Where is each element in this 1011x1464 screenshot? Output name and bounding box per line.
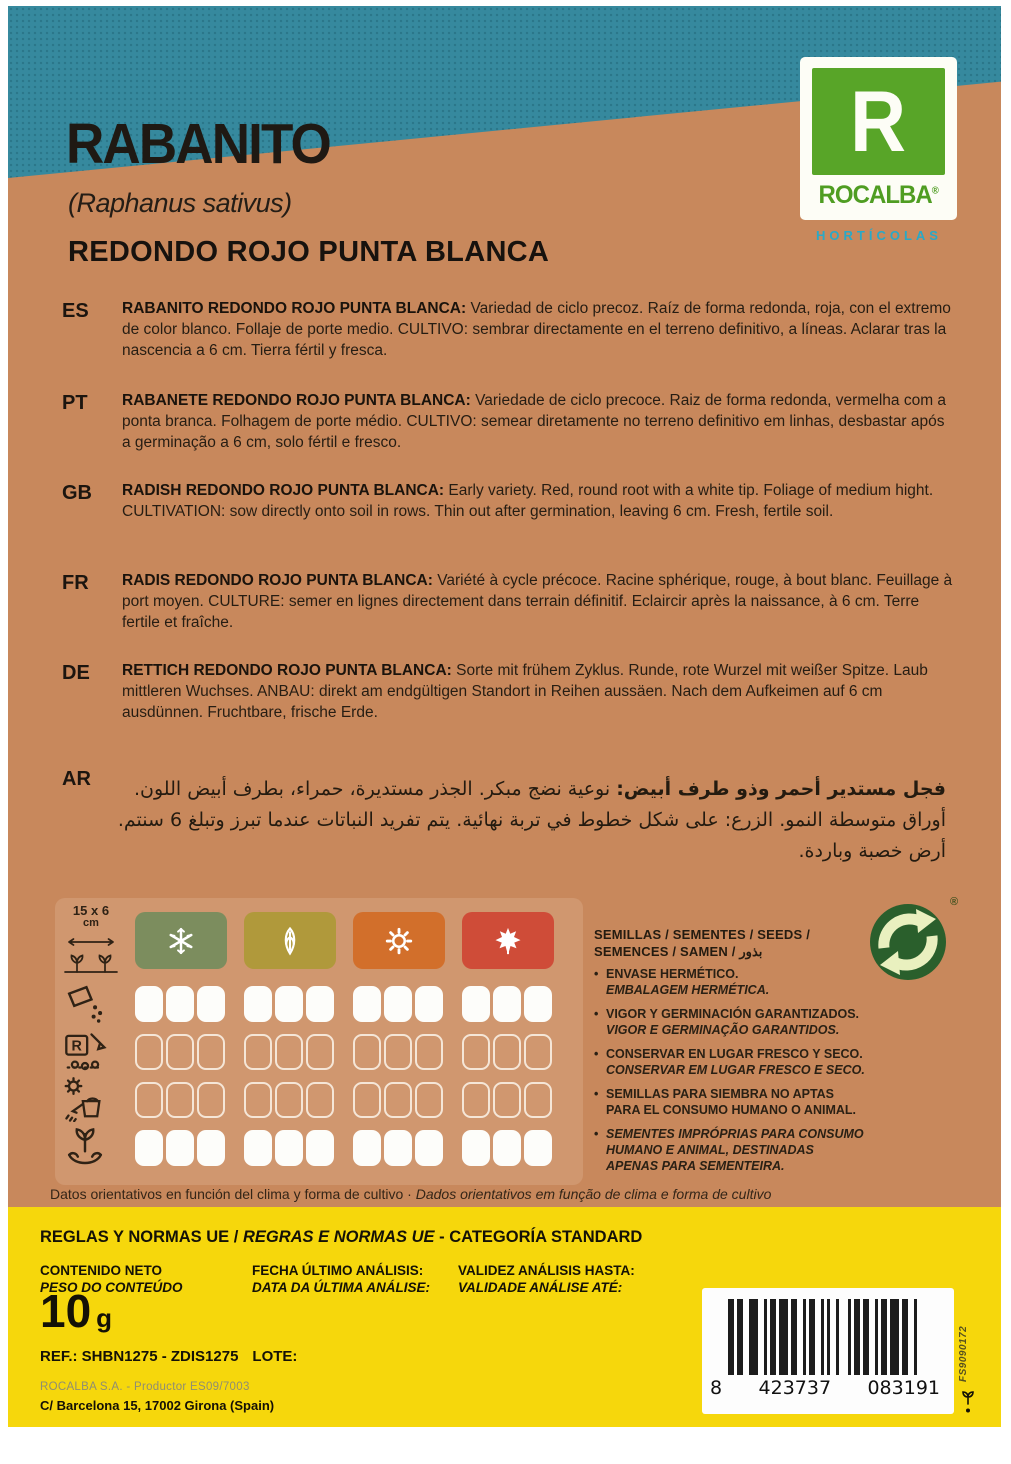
month-cell [306,1034,334,1070]
producer-address: C/ Barcelona 15, 17002 Girona (Spain) [40,1398,275,1413]
seed-info-bullet: • SEMENTES IMPRÓPRIAS PARA CONSUMO HUMANO E ANIMAL, DESTINADAS APENAS PARA SEMENTEIRA. [594,1127,864,1173]
calendar-row-harvest [135,1130,575,1166]
page-title: RABANITO [66,112,330,176]
month-cell [244,1034,272,1070]
month-cell [384,986,412,1022]
month-cell [275,1130,303,1166]
reference-line [40,1348,297,1365]
lang-label-pt: PT [62,392,88,414]
month-cell [524,1082,552,1118]
green-point-registered-mark: ® [950,896,959,908]
net-weight [40,1285,113,1337]
calendar-row-sowing [135,986,575,1022]
maple-leaf-icon [493,926,523,956]
brand-logo [800,57,957,220]
month-cell [166,1130,194,1166]
description-es-body: Variedad de ciclo precoz. Raíz de forma redonda, roja, con el extremo de color blanco. Follaje de porte medio. CULTIVO: sembrar directamente en el terreno definitivo, a líneas. Aclarar tras la nascencia a 6 cm. Tierra fértil y fresca. [122,300,951,359]
description-de-body: Sorte mit frühem Zyklus. Runde, rote Wurzel mit weißer Spitze. Laub mittleren Wuchses. ANBAU: direkt am endgültigen Standort in Reihen aussäen. Nach dem Aufkeimen auf 6 cm ausdünnen. Fruchtbare, frische Erde. [122,662,928,721]
brand-name-text: ROCALBA [818,181,932,209]
month-cell [197,1034,225,1070]
month-cell [166,986,194,1022]
validity-label-es: VALIDEZ ANÁLISIS HASTA: [458,1263,635,1278]
rules-pt: REGRAS E NORMAS UE [242,1228,435,1246]
month-cell [353,1130,381,1166]
month-cell [493,1130,521,1166]
sowing-icon [62,980,108,1026]
net-weight-value: 10 [40,1285,92,1337]
month-cell [275,1034,303,1070]
month-cell [524,1130,552,1166]
snowflake-icon [166,926,196,956]
season-spring-badge [244,912,336,969]
month-cell [244,986,272,1022]
description-es [122,298,956,361]
description-gb-lead: RADISH REDONDO ROJO PUNTA BLANCA: [122,482,445,499]
description-pt-body: Variedade de ciclo precoce. Raiz de forma redonda, vermelha com a ponta branca. Folhagem de porte médio. CULTIVO: semear diretamente no terreno definitivo em linhas, desbastar após a germinação a 6 cm, solo fértil e fresco. [122,392,947,451]
month-cell [135,1082,163,1118]
description-ar-lead: فجل مستدير أحمر وذو طرف أبيض: [616,778,946,800]
lang-label-ar: AR [62,768,91,790]
description-pt [122,390,956,453]
month-cell [197,986,225,1022]
analysis-date-label [252,1262,430,1296]
producer-line: ROCALBA S.A. - Productor ES09/7003 [40,1381,250,1393]
barcode-right-digits: 083191 [867,1377,940,1399]
footnote-pt: Dados orientativos em função de clima e forma de cultivo [415,1186,772,1202]
description-de [122,660,956,723]
seed-info-heading [594,926,874,960]
month-cell [415,986,443,1022]
month-cell [462,986,490,1022]
month-cell [306,1130,334,1166]
month-cell [384,1130,412,1166]
month-cell [462,1130,490,1166]
barcode [702,1288,954,1414]
month-cell [197,1130,225,1166]
season-winter-badge [135,912,227,969]
net-label-pt: PESO DO CONTEÚDO [40,1280,183,1295]
description-fr-body: Variété à cycle précoce. Racine sphérique, rouge, à bout blanc. Feuillage à port moyen. CULTURE: semer en lignes directement dans terrain définitif. Eclaircir après la naissance, à 6 cm. Terre fertile et fraîche. [122,572,953,631]
analysis-validity-label [458,1262,635,1296]
month-cell [524,1034,552,1070]
net-weight-unit: g [96,1303,113,1333]
seed-info-bullets [594,966,866,1182]
month-cell [135,986,163,1022]
green-point-icon [868,902,948,987]
rules-category: - CATEGORÍA STANDARD [434,1228,643,1246]
month-cell [353,1082,381,1118]
barcode-bars [728,1299,954,1375]
seed-info-bullet: • ENVASE HERMÉTICO. EMBALAGEM HERMÉTICA. [594,967,770,997]
month-cell [275,986,303,1022]
lang-label-es: ES [62,300,89,322]
seed-info-bullet: • CONSERVAR EN LUGAR FRESCO Y SECO. CONSERVAR EM LUGAR FRESCO E SECO. [594,1047,865,1077]
month-cell [524,986,552,1022]
rules-separator: / [229,1228,243,1246]
description-es-lead: RABANITO REDONDO ROJO PUNTA BLANCA: [122,300,467,317]
analysis-label-pt: DATA DA ÚLTIMA ANÁLISE: [252,1280,430,1295]
spacing-unit: cm [83,917,99,929]
barcode-digits [710,1377,940,1399]
month-cell [244,1130,272,1166]
seed-info-bullet: • SEMILLAS PARA SIEMBRA NO APTAS PARA EL CONSUMO HUMANO O ANIMAL. [594,1087,856,1117]
month-cell [166,1082,194,1118]
month-cell [197,1082,225,1118]
lang-label-fr: FR [62,572,89,594]
month-cell [353,1034,381,1070]
print-side-code: FS9090172 [958,1325,969,1382]
footnote-es: Datos orientativos en función del clima y forma de cultivo [50,1186,404,1202]
lot-label: LOTE: [252,1348,298,1365]
description-gb-body: Early variety. Red, round root with a white tip. Foliage of medium hight. CULTIVATION: sow directly onto soil in rows. Thin out after germination, leaving 6 cm. Fresh, fertile soil. [122,482,934,520]
net-label-es: CONTENIDO NETO [40,1263,163,1278]
seed-info-heading-line1: SEMILLAS / SEMENTES / SEEDS / [594,927,811,942]
month-cell [275,1082,303,1118]
month-cell [462,1034,490,1070]
seed-info-bullet: • VIGOR Y GERMINACIÓN GARANTIZADOS. VIGOR E GERMINAÇÃO GARANTIDOS. [594,1007,860,1037]
month-cell [135,1130,163,1166]
seed-icon [275,926,305,956]
small-sprout-mark-icon [960,1388,976,1419]
month-cell [415,1130,443,1166]
month-cell [493,1082,521,1118]
description-gb [122,480,956,522]
description-pt-lead: RABANETE REDONDO ROJO PUNTA BLANCA: [122,392,471,409]
month-cell [306,1082,334,1118]
season-autumn-badge [462,912,554,969]
calendar-footnote [50,1186,950,1202]
validity-label-pt: VALIDADE ANÁLISE ATÉ: [458,1280,623,1295]
month-cell [493,986,521,1022]
month-cell [384,1082,412,1118]
analysis-label-es: FECHA ÚLTIMO ANÁLISIS: [252,1263,424,1278]
spacing-info [60,903,122,983]
sun-icon [384,926,414,956]
month-cell [244,1082,272,1118]
month-cell [135,1034,163,1070]
brand-subtitle: HORTÍCOLAS [816,228,942,243]
spacing-value: 15 x 6 [72,903,110,918]
description-fr-lead: RADIS REDONDO ROJO PUNTA BLANCA: [122,572,433,589]
brand-name [818,181,938,210]
reference-code: REF.: SHBN1275 - ZDIS1275 [40,1348,239,1365]
month-cell [415,1034,443,1070]
latin-name: (Raphanus sativus) [68,188,292,218]
lang-label-gb: GB [62,482,92,504]
registered-mark: ® [931,185,939,197]
month-cell [306,986,334,1022]
brand-letter: R [850,73,907,170]
barcode-left-digits: 423737 [758,1377,832,1399]
month-cell [462,1082,490,1118]
calendar-row-care [135,1082,575,1118]
description-fr [122,570,956,633]
description-ar [100,774,946,867]
transplanting-icon [62,1028,108,1074]
watering-sun-icon [62,1076,108,1122]
season-summer-badge [353,912,445,969]
description-ar-body: نوعية نضج مبكر. الجذر مستديرة، حمراء، بطرف أبيض اللون. أوراق متوسطة النمو. الزرع: على شكل خطوط في تربة نهائية. يتم تفريد النباتات عندما تبرز وتبلغ 6 سنتم. أرض خصبة وباردة. [117,778,946,862]
rules-es: REGLAS Y NORMAS UE [40,1228,230,1246]
brand-logo-mark [812,68,945,175]
calendar-row-transplanting [135,1034,575,1070]
month-cell [166,1034,194,1070]
plant-spacing-icon [61,928,121,978]
lang-label-de: DE [62,662,90,684]
seed-info-heading-line2: SEMENCES / SAMEN / بذور [594,944,763,959]
eu-rules-line [40,1228,642,1247]
barcode-lead-digit: 8 [710,1377,723,1399]
month-cell [353,986,381,1022]
month-cell [415,1082,443,1118]
harvest-icon [62,1124,108,1170]
footnote-separator: · [403,1186,416,1202]
description-de-lead: RETTICH REDONDO ROJO PUNTA BLANCA: [122,662,452,679]
variety-name: REDONDO ROJO PUNTA BLANCA [68,236,550,268]
month-cell [384,1034,412,1070]
month-cell [493,1034,521,1070]
svg-text:R: R [71,1038,82,1055]
